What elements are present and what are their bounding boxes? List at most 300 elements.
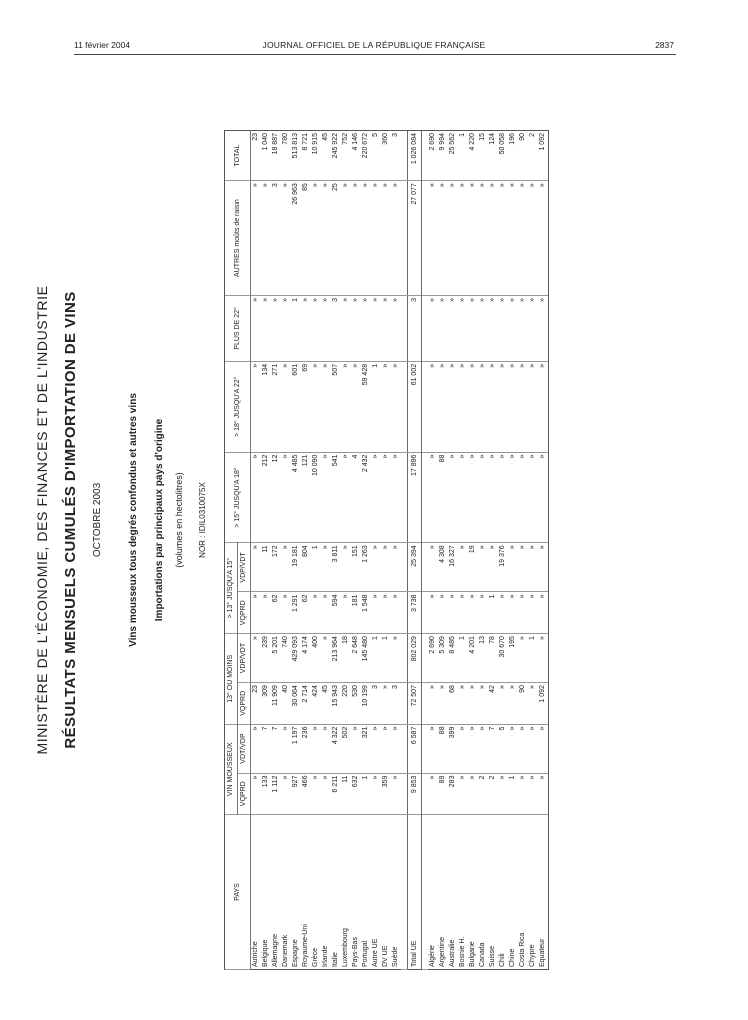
value-cell: » (251, 724, 262, 773)
value-cell: » (428, 683, 438, 724)
value-cell: » (458, 773, 468, 814)
value-cell: » (498, 452, 508, 543)
value-cell: » (448, 181, 458, 296)
value-cell: 1 (361, 773, 371, 814)
value-cell: 466 (301, 773, 311, 814)
value-cell: 90 (518, 683, 528, 724)
value-cell: » (428, 452, 438, 543)
value-cell: 50 058 (498, 131, 508, 181)
value-cell: » (321, 543, 331, 592)
value-cell: 62 (301, 592, 311, 634)
value-cell: » (341, 452, 351, 543)
value-cell: 1 548 (361, 592, 371, 634)
value-cell: » (468, 683, 478, 724)
value-cell: » (518, 296, 528, 362)
col-vqprd-gt13: VQPRD (238, 592, 251, 634)
header-journal-title: JOURNAL OFFICIEL DE LA RÉPUBLIQUE FRANÇAISE (262, 40, 486, 50)
value-cell: 1 112 (271, 773, 281, 814)
country-cell: Algérie (428, 815, 438, 970)
value-cell: » (341, 361, 351, 452)
value-cell: 3 738 (408, 592, 422, 634)
value-cell: 1 026 084 (408, 131, 422, 181)
value-cell: 13 (478, 634, 488, 683)
table-row (301, 131, 311, 970)
country-cell: Danemark (281, 815, 291, 970)
value-cell: » (321, 296, 331, 362)
value-cell: 11 909 (271, 683, 281, 724)
value-cell: 1 263 (361, 543, 371, 592)
country-cell: Australie (448, 815, 458, 970)
value-cell: 2 (528, 131, 538, 181)
value-cell: » (321, 634, 331, 683)
table-row (391, 131, 401, 970)
value-cell: » (341, 296, 351, 362)
col-group-gt13: > 13° JUSQU'A 15° (225, 543, 238, 634)
value-cell: 309 (261, 683, 271, 724)
value-cell: 236 (301, 724, 311, 773)
value-cell: 212 (261, 452, 271, 543)
table-row (498, 131, 508, 970)
value-cell: 19 376 (498, 543, 508, 592)
value-cell: » (428, 592, 438, 634)
value-cell: » (478, 296, 488, 362)
value-cell: 5 201 (271, 634, 281, 683)
value-cell: 429 093 (291, 634, 301, 683)
value-cell: 530 (351, 683, 361, 724)
value-cell: » (458, 683, 468, 724)
value-cell: » (261, 592, 271, 634)
col-gt18: > 18° JUSQU'A 22° (225, 361, 251, 452)
country-cell: Autre UE (371, 815, 381, 970)
value-cell: 68 (448, 683, 458, 724)
value-cell: » (538, 181, 549, 296)
value-cell: 5 (498, 724, 508, 773)
value-cell: 2 (488, 773, 498, 814)
value-cell: 89 (438, 773, 448, 814)
value-cell: 399 (448, 724, 458, 773)
value-cell: 1 (371, 361, 381, 452)
value-cell: 2 432 (361, 452, 371, 543)
value-cell: 4 (351, 452, 361, 543)
value-cell: 360 (381, 131, 391, 181)
country-cell: Pays-Bas (351, 815, 361, 970)
value-cell: 9 853 (408, 773, 422, 814)
table-row (438, 131, 448, 970)
value-cell: » (351, 724, 361, 773)
col-vdp-vdt-le13: VDP/VDT (238, 634, 251, 683)
col-pays: PAYS (225, 815, 251, 970)
value-cell: 42 (488, 683, 498, 724)
value-cell: » (478, 452, 488, 543)
value-cell: » (351, 181, 361, 296)
value-cell: 3 (331, 296, 341, 362)
value-cell: 1 (458, 131, 468, 181)
value-cell: 8 721 (301, 131, 311, 181)
table-row (518, 131, 528, 970)
value-cell: 359 (381, 773, 391, 814)
value-cell: 16 327 (448, 543, 458, 592)
country-cell: Costa Rica (518, 815, 528, 970)
value-cell: 18 (341, 634, 351, 683)
value-cell: » (391, 592, 401, 634)
table-row (291, 131, 301, 970)
value-cell: » (528, 683, 538, 724)
country-cell: Irlande (321, 815, 331, 970)
value-cell: » (458, 361, 468, 452)
value-cell: » (468, 452, 478, 543)
value-cell: » (518, 361, 528, 452)
col-vqprd: VQPRD (238, 773, 251, 814)
value-cell: » (508, 361, 518, 452)
value-cell: » (391, 452, 401, 543)
ministry-title: MINISTÈRE DE L'ÉCONOMIE, DES FINANCES ET DE L'INDUSTRIE (34, 285, 50, 755)
group-header-row (225, 131, 238, 970)
value-cell: 927 (291, 773, 301, 814)
value-cell: » (251, 361, 262, 452)
value-cell: » (508, 724, 518, 773)
value-cell: » (518, 634, 528, 683)
value-cell: 4 201 (468, 634, 478, 683)
col-autres: AUTRES moûts de raisin (225, 181, 251, 296)
value-cell: » (281, 181, 291, 296)
value-cell: 507 (331, 361, 341, 452)
value-cell: 1 (381, 634, 391, 683)
value-cell: 2 690 (428, 634, 438, 683)
value-cell: 172 (271, 543, 281, 592)
value-cell: » (391, 724, 401, 773)
value-cell: » (538, 361, 549, 452)
value-cell: 124 (488, 131, 498, 181)
value-cell: 10 199 (361, 683, 371, 724)
value-cell: » (371, 543, 381, 592)
value-cell: » (351, 296, 361, 362)
value-cell: 601 (291, 361, 301, 452)
value-cell: 1 197 (291, 724, 301, 773)
value-cell: » (381, 296, 391, 362)
value-cell: » (428, 543, 438, 592)
rotated-inner (34, 20, 714, 1020)
value-cell: 2 648 (351, 634, 361, 683)
value-cell: 18 887 (271, 131, 281, 181)
value-cell: 213 964 (331, 634, 341, 683)
results-title: RÉSULTATS MENSUELS CUMULÉS D'IMPORTATION DE VINS (62, 291, 79, 749)
value-cell: 25 (331, 181, 341, 296)
value-cell: » (468, 181, 478, 296)
value-cell: 1 (488, 592, 498, 634)
value-cell: » (498, 361, 508, 452)
header-date: 11 février 2004 (74, 40, 131, 50)
value-cell: » (341, 181, 351, 296)
value-cell: 181 (351, 592, 361, 634)
value-cell: » (538, 724, 549, 773)
value-cell: 4 485 (291, 452, 301, 543)
value-cell: » (381, 592, 391, 634)
country-cell: Bosnie H. (458, 815, 468, 970)
value-cell: » (371, 724, 381, 773)
table-row (488, 131, 498, 970)
value-cell: 90 (518, 131, 528, 181)
value-cell: » (391, 181, 401, 296)
value-cell: 3 (391, 131, 401, 181)
section-title: Vins mousseux tous degrés confondus et autres vins (128, 393, 139, 647)
value-cell: 802 029 (408, 634, 422, 683)
value-cell: » (321, 724, 331, 773)
value-cell: » (371, 181, 381, 296)
country-cell: Total UE (408, 815, 422, 970)
value-cell: » (478, 724, 488, 773)
value-cell: » (498, 683, 508, 724)
value-cell: 1 040 (261, 131, 271, 181)
value-cell: » (381, 361, 391, 452)
value-cell: 11 (261, 543, 271, 592)
value-cell: » (448, 296, 458, 362)
value-cell: » (321, 592, 331, 634)
value-cell: » (311, 592, 321, 634)
value-cell: 23 (251, 131, 262, 181)
value-cell: 10 915 (311, 131, 321, 181)
country-cell: Royaume-Uni (301, 815, 311, 970)
value-cell: 195 (508, 634, 518, 683)
value-cell: 88 (438, 724, 448, 773)
value-cell: » (391, 634, 401, 683)
value-cell: 283 (448, 773, 458, 814)
table-row (341, 131, 351, 970)
value-cell: 78 (488, 634, 498, 683)
value-cell: » (538, 452, 549, 543)
table-row (428, 131, 438, 970)
value-cell: 4 220 (468, 131, 478, 181)
value-cell: » (478, 361, 488, 452)
value-cell: » (251, 773, 262, 814)
value-cell: » (391, 361, 401, 452)
value-cell: 17 896 (408, 452, 422, 543)
value-cell: » (518, 543, 528, 592)
value-cell: » (281, 296, 291, 362)
value-cell: 61 002 (408, 361, 422, 452)
total-row (408, 131, 422, 970)
value-cell: » (518, 724, 528, 773)
table-row (281, 131, 291, 970)
value-cell: 8 485 (448, 634, 458, 683)
value-cell: » (528, 181, 538, 296)
value-cell: 30 064 (291, 683, 301, 724)
value-cell: 72 507 (408, 683, 422, 724)
value-cell: » (311, 361, 321, 452)
value-cell: » (438, 296, 448, 362)
value-cell: » (371, 773, 381, 814)
value-cell: » (478, 181, 488, 296)
col-total: TOTAL (225, 131, 251, 181)
value-cell: 69 (301, 361, 311, 452)
value-cell: » (341, 592, 351, 634)
value-cell: » (428, 361, 438, 452)
value-cell: 632 (351, 773, 361, 814)
col-vdp-vdt-gt13: VDP/VDT (238, 543, 251, 592)
value-cell: 1 (371, 634, 381, 683)
value-cell: 121 (301, 452, 311, 543)
col-group-le13: 13° OU MOINS (225, 634, 238, 724)
value-cell: » (321, 773, 331, 814)
value-cell: 271 (271, 361, 281, 452)
value-cell: 4 308 (438, 543, 448, 592)
value-cell: » (428, 181, 438, 296)
value-cell: 321 (361, 724, 371, 773)
value-cell: » (351, 361, 361, 452)
table-row (381, 131, 391, 970)
value-cell: 3 (408, 296, 422, 362)
country-cell: Equateur (538, 815, 549, 970)
value-cell: » (468, 361, 478, 452)
units-note: (volumes en hectolitres) (174, 472, 184, 568)
value-cell: 245 922 (331, 131, 341, 181)
value-cell: » (508, 543, 518, 592)
value-cell: » (251, 543, 262, 592)
country-cell: Allemagne (271, 815, 281, 970)
value-cell: » (271, 296, 281, 362)
table-body (251, 131, 549, 970)
value-cell: » (371, 296, 381, 362)
country-cell: Bulgarie (468, 815, 478, 970)
value-cell: » (508, 683, 518, 724)
value-cell: » (538, 592, 549, 634)
value-cell: » (458, 724, 468, 773)
country-cell: Espagne (291, 815, 301, 970)
value-cell: 1 (291, 296, 301, 362)
value-cell: 15 943 (331, 683, 341, 724)
value-cell: 23 (251, 683, 262, 724)
value-cell: 19 (468, 543, 478, 592)
value-cell: » (381, 724, 391, 773)
value-cell: » (311, 296, 321, 362)
value-cell: » (321, 361, 331, 452)
value-cell: » (381, 543, 391, 592)
country-cell: Canada (478, 815, 488, 970)
country-cell: Italie (331, 815, 341, 970)
col-group-mousseux: VIN MOUSSEUX (225, 724, 238, 814)
value-cell: 196 (508, 131, 518, 181)
value-cell: » (301, 296, 311, 362)
value-cell: » (508, 592, 518, 634)
value-cell: » (538, 773, 549, 814)
value-cell: 424 (311, 683, 321, 724)
value-cell: 1 (508, 773, 518, 814)
country-cell: Chypre (528, 815, 538, 970)
value-cell: 3 (391, 683, 401, 724)
value-cell: » (528, 724, 538, 773)
value-cell: 2 714 (301, 683, 311, 724)
value-cell: » (518, 773, 528, 814)
value-cell: » (538, 296, 549, 362)
value-cell: » (381, 181, 391, 296)
value-cell: 12 (271, 452, 281, 543)
country-cell: Argentine (438, 815, 448, 970)
value-cell: » (371, 452, 381, 543)
value-cell: » (458, 181, 468, 296)
value-cell: 19 181 (291, 543, 301, 592)
value-cell: » (508, 452, 518, 543)
table-row (468, 131, 478, 970)
value-cell: » (251, 181, 262, 296)
subtitle: Importations par principaux pays d'origine (154, 418, 165, 622)
table-row (271, 131, 281, 970)
value-cell: 4 322 (331, 724, 341, 773)
value-cell: 10 090 (311, 452, 321, 543)
table-row (508, 131, 518, 970)
value-cell: 1 092 (538, 131, 549, 181)
value-cell: 6 587 (408, 724, 422, 773)
imports-table (224, 130, 549, 970)
value-cell: » (311, 724, 321, 773)
value-cell: » (528, 543, 538, 592)
table-row (458, 131, 468, 970)
value-cell: » (498, 773, 508, 814)
value-cell: » (361, 296, 371, 362)
value-cell: » (448, 361, 458, 452)
value-cell: 9 994 (438, 131, 448, 181)
value-cell: » (488, 543, 498, 592)
value-cell: 5 (371, 131, 381, 181)
value-cell: » (528, 452, 538, 543)
value-cell: 804 (301, 543, 311, 592)
country-cell: DV UE (381, 815, 391, 970)
table-row (361, 131, 371, 970)
table-row (331, 131, 341, 970)
value-cell: » (381, 683, 391, 724)
value-cell: 220 672 (361, 131, 371, 181)
value-cell: 594 (331, 592, 341, 634)
value-cell: 40 (281, 683, 291, 724)
value-cell: 541 (331, 452, 341, 543)
value-cell: » (528, 296, 538, 362)
value-cell: » (391, 773, 401, 814)
value-cell: 4 174 (301, 634, 311, 683)
value-cell: » (438, 361, 448, 452)
value-cell: » (281, 724, 291, 773)
country-cell: Suède (391, 815, 401, 970)
value-cell: 4 146 (351, 131, 361, 181)
value-cell: » (518, 181, 528, 296)
value-cell: 7 (271, 724, 281, 773)
value-cell: » (448, 592, 458, 634)
table-row (448, 131, 458, 970)
table-row (478, 131, 488, 970)
value-cell: » (458, 543, 468, 592)
value-cell: » (538, 634, 549, 683)
table-row (311, 131, 321, 970)
value-cell: 25 562 (448, 131, 458, 181)
value-cell: » (498, 181, 508, 296)
value-cell: 3 811 (331, 543, 341, 592)
country-cell: Chili (498, 815, 508, 970)
value-cell: » (261, 296, 271, 362)
value-cell: » (508, 181, 518, 296)
value-cell: » (261, 181, 271, 296)
value-cell: » (438, 592, 448, 634)
table-row (321, 131, 331, 970)
col-vqprd-le13: VQPRD (238, 683, 251, 724)
value-cell: 2 (478, 773, 488, 814)
value-cell: » (428, 296, 438, 362)
value-cell: » (458, 296, 468, 362)
col-gt15: > 15° JUSQU'A 18° (225, 452, 251, 543)
value-cell: 151 (351, 543, 361, 592)
value-cell: 513 813 (291, 131, 301, 181)
value-cell: 1 (528, 634, 538, 683)
header-page-number: 2837 (655, 40, 674, 50)
nor-reference: NOR : IDIL0310075X (198, 482, 207, 558)
value-cell: 740 (281, 634, 291, 683)
value-cell: » (528, 773, 538, 814)
